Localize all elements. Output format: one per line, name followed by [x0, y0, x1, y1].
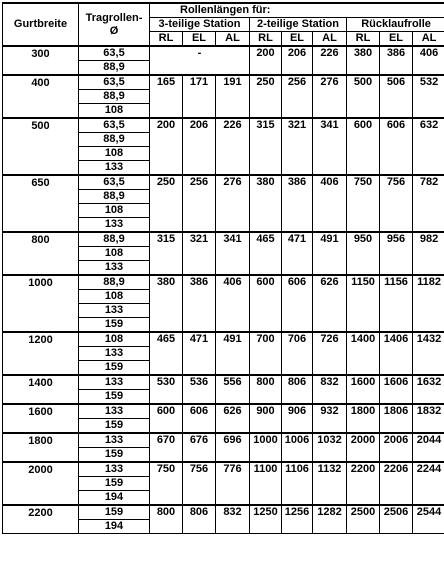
table-row	[3, 462, 444, 477]
cell-tragrolle: 194	[79, 520, 150, 534]
cell-2-teilig-rl: 250	[250, 75, 282, 118]
table-row	[3, 75, 444, 90]
table-row	[3, 375, 444, 390]
cell-ruecklauf-el: 386	[380, 46, 413, 75]
cell-tragrolle: 133	[79, 347, 150, 361]
cell-tragrolle: 159	[79, 419, 150, 434]
cell-tragrolle: 159	[79, 318, 150, 333]
cell-2-teilig-al: 1132	[313, 462, 347, 505]
cell-tragrolle: 108	[79, 247, 150, 261]
cell-2-teilig-rl: 200	[250, 46, 282, 75]
cell-ruecklauf-al: 532	[413, 75, 444, 118]
cell-gurtbreite: 500	[3, 118, 79, 175]
cell-tragrolle: 159	[79, 505, 150, 520]
cell-ruecklauf-rl: 1150	[347, 275, 380, 332]
cell-ruecklauf-al: 1632	[413, 375, 444, 404]
cell-3-teilig-al: 341	[216, 232, 250, 275]
header-gurtbreite: Gurtbreite	[3, 3, 79, 46]
cell-ruecklauf-el: 956	[380, 232, 413, 275]
cell-tragrolle: 108	[79, 204, 150, 218]
cell-tragrolle: 159	[79, 448, 150, 463]
cell-3-teilig-rl: 750	[150, 462, 183, 505]
cell-tragrolle: 63,5	[79, 46, 150, 61]
cell-2-teilig-rl: 900	[250, 404, 282, 433]
header-rollenlaengen: Rollenlängen für:	[150, 3, 444, 18]
table-row	[3, 275, 444, 290]
cell-tragrolle: 159	[79, 390, 150, 405]
cell-3-teilig-rl: 315	[150, 232, 183, 275]
cell-ruecklauf-al: 2244	[413, 462, 444, 505]
cell-2-teilig-el: 1256	[282, 505, 313, 534]
cell-tragrolle: 133	[79, 261, 150, 276]
header-rl-r: RL	[347, 32, 380, 47]
cell-tragrolle: 88,9	[79, 61, 150, 76]
cell-2-teilig-el: 386	[282, 175, 313, 232]
cell-3-teilig-el: 471	[183, 332, 216, 375]
cell-3-teilig-al: 556	[216, 375, 250, 404]
cell-tragrolle: 108	[79, 290, 150, 304]
header-el-3: EL	[183, 32, 216, 47]
table-row	[3, 332, 444, 347]
cell-ruecklauf-rl: 500	[347, 75, 380, 118]
cell-ruecklauf-al: 406	[413, 46, 444, 75]
cell-2-teilig-rl: 1100	[250, 462, 282, 505]
cell-gurtbreite: 1800	[3, 433, 79, 462]
cell-tragrolle: 88,9	[79, 90, 150, 104]
cell-3-teilig-el: 676	[183, 433, 216, 462]
cell-ruecklauf-rl: 750	[347, 175, 380, 232]
header-group-ruecklauf: Rücklaufrolle	[347, 18, 444, 32]
cell-tragrolle: 133	[79, 304, 150, 318]
cell-3-teilig-el: 171	[183, 75, 216, 118]
cell-3-teilig-al: 832	[216, 505, 250, 534]
cell-ruecklauf-al: 982	[413, 232, 444, 275]
header-tragrollen	[79, 3, 150, 46]
cell-gurtbreite: 1600	[3, 404, 79, 433]
cell-3-teilig-al: 696	[216, 433, 250, 462]
cell-tragrolle: 88,9	[79, 232, 150, 247]
cell-tragrolle: 133	[79, 433, 150, 448]
cell-3-teilig-rl: 530	[150, 375, 183, 404]
cell-ruecklauf-al: 2544	[413, 505, 444, 534]
header-al-2: AL	[313, 32, 347, 47]
cell-3-teilig-al: 226	[216, 118, 250, 175]
cell-ruecklauf-el: 2206	[380, 462, 413, 505]
cell-3-teilig-rl: 380	[150, 275, 183, 332]
cell-tragrolle: 194	[79, 491, 150, 506]
cell-ruecklauf-el: 1806	[380, 404, 413, 433]
cell-tragrolle: 63,5	[79, 118, 150, 133]
cell-3-teilig-el: 536	[183, 375, 216, 404]
cell-ruecklauf-rl: 1800	[347, 404, 380, 433]
cell-ruecklauf-el: 2506	[380, 505, 413, 534]
cell-ruecklauf-el: 1156	[380, 275, 413, 332]
cell-3-teilig-rl: 670	[150, 433, 183, 462]
cell-ruecklauf-rl: 2500	[347, 505, 380, 534]
table-row	[3, 118, 444, 133]
table-row	[3, 232, 444, 247]
cell-tragrolle: 133	[79, 161, 150, 176]
cell-tragrolle: 133	[79, 375, 150, 390]
cell-2-teilig-el: 256	[282, 75, 313, 118]
cell-2-teilig-rl: 380	[250, 175, 282, 232]
cell-3-teilig-el: 756	[183, 462, 216, 505]
table-row	[3, 404, 444, 419]
cell-2-teilig-al: 832	[313, 375, 347, 404]
cell-3-teilig-rl: 250	[150, 175, 183, 232]
cell-tragrolle: 159	[79, 361, 150, 376]
cell-gurtbreite: 1200	[3, 332, 79, 375]
cell-2-teilig-al: 1032	[313, 433, 347, 462]
cell-2-teilig-el: 906	[282, 404, 313, 433]
cell-ruecklauf-el: 1606	[380, 375, 413, 404]
table-row	[3, 433, 444, 448]
cell-tragrolle: 133	[79, 462, 150, 477]
cell-3-teilig-al: 191	[216, 75, 250, 118]
cell-ruecklauf-rl: 1600	[347, 375, 380, 404]
cell-2-teilig-el: 206	[282, 46, 313, 75]
cell-tragrolle: 108	[79, 147, 150, 161]
cell-ruecklauf-el: 1406	[380, 332, 413, 375]
cell-tragrolle: 63,5	[79, 175, 150, 190]
cell-ruecklauf-al: 1832	[413, 404, 444, 433]
cell-3-teilig-el: 606	[183, 404, 216, 433]
header-al-3: AL	[216, 32, 250, 47]
table-row	[3, 505, 444, 520]
cell-2-teilig-al: 341	[313, 118, 347, 175]
cell-2-teilig-el: 471	[282, 232, 313, 275]
cell-tragrolle: 133	[79, 404, 150, 419]
cell-ruecklauf-rl: 2200	[347, 462, 380, 505]
header-group-2-teilig: 2-teilige Station	[250, 18, 347, 32]
cell-tragrolle: 88,9	[79, 133, 150, 147]
cell-ruecklauf-rl: 950	[347, 232, 380, 275]
cell-2-teilig-al: 276	[313, 75, 347, 118]
cell-gurtbreite: 300	[3, 46, 79, 75]
cell-2-teilig-rl: 700	[250, 332, 282, 375]
cell-3-teilig-el: 256	[183, 175, 216, 232]
cell-gurtbreite: 1000	[3, 275, 79, 332]
cell-gurtbreite: 650	[3, 175, 79, 232]
cell-2-teilig-rl: 315	[250, 118, 282, 175]
cell-tragrolle: 63,5	[79, 75, 150, 90]
table-body	[3, 46, 444, 534]
cell-3-teilig-rl: 165	[150, 75, 183, 118]
header-tragrollen-line1: Tragrollen-	[85, 11, 143, 24]
cell-ruecklauf-el: 506	[380, 75, 413, 118]
cell-3-teilig-al: 491	[216, 332, 250, 375]
cell-2-teilig-rl: 1000	[250, 433, 282, 462]
cell-2-teilig-al: 226	[313, 46, 347, 75]
cell-2-teilig-al: 932	[313, 404, 347, 433]
cell-2-teilig-rl: 1250	[250, 505, 282, 534]
table-row	[3, 46, 444, 61]
cell-ruecklauf-el: 756	[380, 175, 413, 232]
header-al-r: AL	[413, 32, 444, 47]
cell-3-teilig-el: 206	[183, 118, 216, 175]
cell-2-teilig-el: 706	[282, 332, 313, 375]
cell-2-teilig-al: 726	[313, 332, 347, 375]
cell-2-teilig-el: 1006	[282, 433, 313, 462]
cell-ruecklauf-el: 2006	[380, 433, 413, 462]
header-rl-2: RL	[250, 32, 282, 47]
cell-tragrolle: 88,9	[79, 190, 150, 204]
roller-length-table	[2, 2, 444, 534]
cell-ruecklauf-rl: 2000	[347, 433, 380, 462]
cell-3-teilig-al: 276	[216, 175, 250, 232]
cell-2-teilig-al: 406	[313, 175, 347, 232]
cell-3-teilig-al: 776	[216, 462, 250, 505]
cell-3-teilig-el: 806	[183, 505, 216, 534]
cell-ruecklauf-al: 1432	[413, 332, 444, 375]
cell-3-teilig-rl: 800	[150, 505, 183, 534]
header-el-r: EL	[380, 32, 413, 47]
cell-gurtbreite: 400	[3, 75, 79, 118]
cell-ruecklauf-al: 2044	[413, 433, 444, 462]
cell-3-teilig: -	[150, 46, 250, 75]
header-el-2: EL	[282, 32, 313, 47]
cell-ruecklauf-el: 606	[380, 118, 413, 175]
cell-gurtbreite: 2200	[3, 505, 79, 534]
cell-2-teilig-al: 626	[313, 275, 347, 332]
cell-2-teilig-rl: 600	[250, 275, 282, 332]
cell-3-teilig-el: 386	[183, 275, 216, 332]
cell-ruecklauf-al: 782	[413, 175, 444, 232]
cell-2-teilig-el: 606	[282, 275, 313, 332]
cell-tragrolle: 159	[79, 477, 150, 491]
cell-ruecklauf-al: 632	[413, 118, 444, 175]
cell-3-teilig-rl: 600	[150, 404, 183, 433]
cell-gurtbreite: 800	[3, 232, 79, 275]
table-row	[3, 175, 444, 190]
cell-2-teilig-el: 321	[282, 118, 313, 175]
cell-2-teilig-rl: 465	[250, 232, 282, 275]
cell-2-teilig-rl: 800	[250, 375, 282, 404]
cell-2-teilig-el: 806	[282, 375, 313, 404]
cell-2-teilig-al: 491	[313, 232, 347, 275]
cell-3-teilig-el: 321	[183, 232, 216, 275]
cell-3-teilig-rl: 200	[150, 118, 183, 175]
cell-ruecklauf-al: 1182	[413, 275, 444, 332]
header-group-3-teilig: 3-teilige Station	[150, 18, 250, 32]
cell-tragrolle: 133	[79, 218, 150, 233]
cell-ruecklauf-rl: 1400	[347, 332, 380, 375]
cell-2-teilig-el: 1106	[282, 462, 313, 505]
header-tragrollen-line2: Ø	[109, 24, 119, 37]
cell-gurtbreite: 1400	[3, 375, 79, 404]
cell-ruecklauf-rl: 380	[347, 46, 380, 75]
cell-2-teilig-al: 1282	[313, 505, 347, 534]
cell-3-teilig-al: 626	[216, 404, 250, 433]
cell-tragrolle: 88,9	[79, 275, 150, 290]
header-rl-3: RL	[150, 32, 183, 47]
cell-tragrolle: 108	[79, 332, 150, 347]
cell-3-teilig-al: 406	[216, 275, 250, 332]
cell-gurtbreite: 2000	[3, 462, 79, 505]
cell-tragrolle: 108	[79, 104, 150, 119]
cell-ruecklauf-rl: 600	[347, 118, 380, 175]
cell-3-teilig-rl: 465	[150, 332, 183, 375]
